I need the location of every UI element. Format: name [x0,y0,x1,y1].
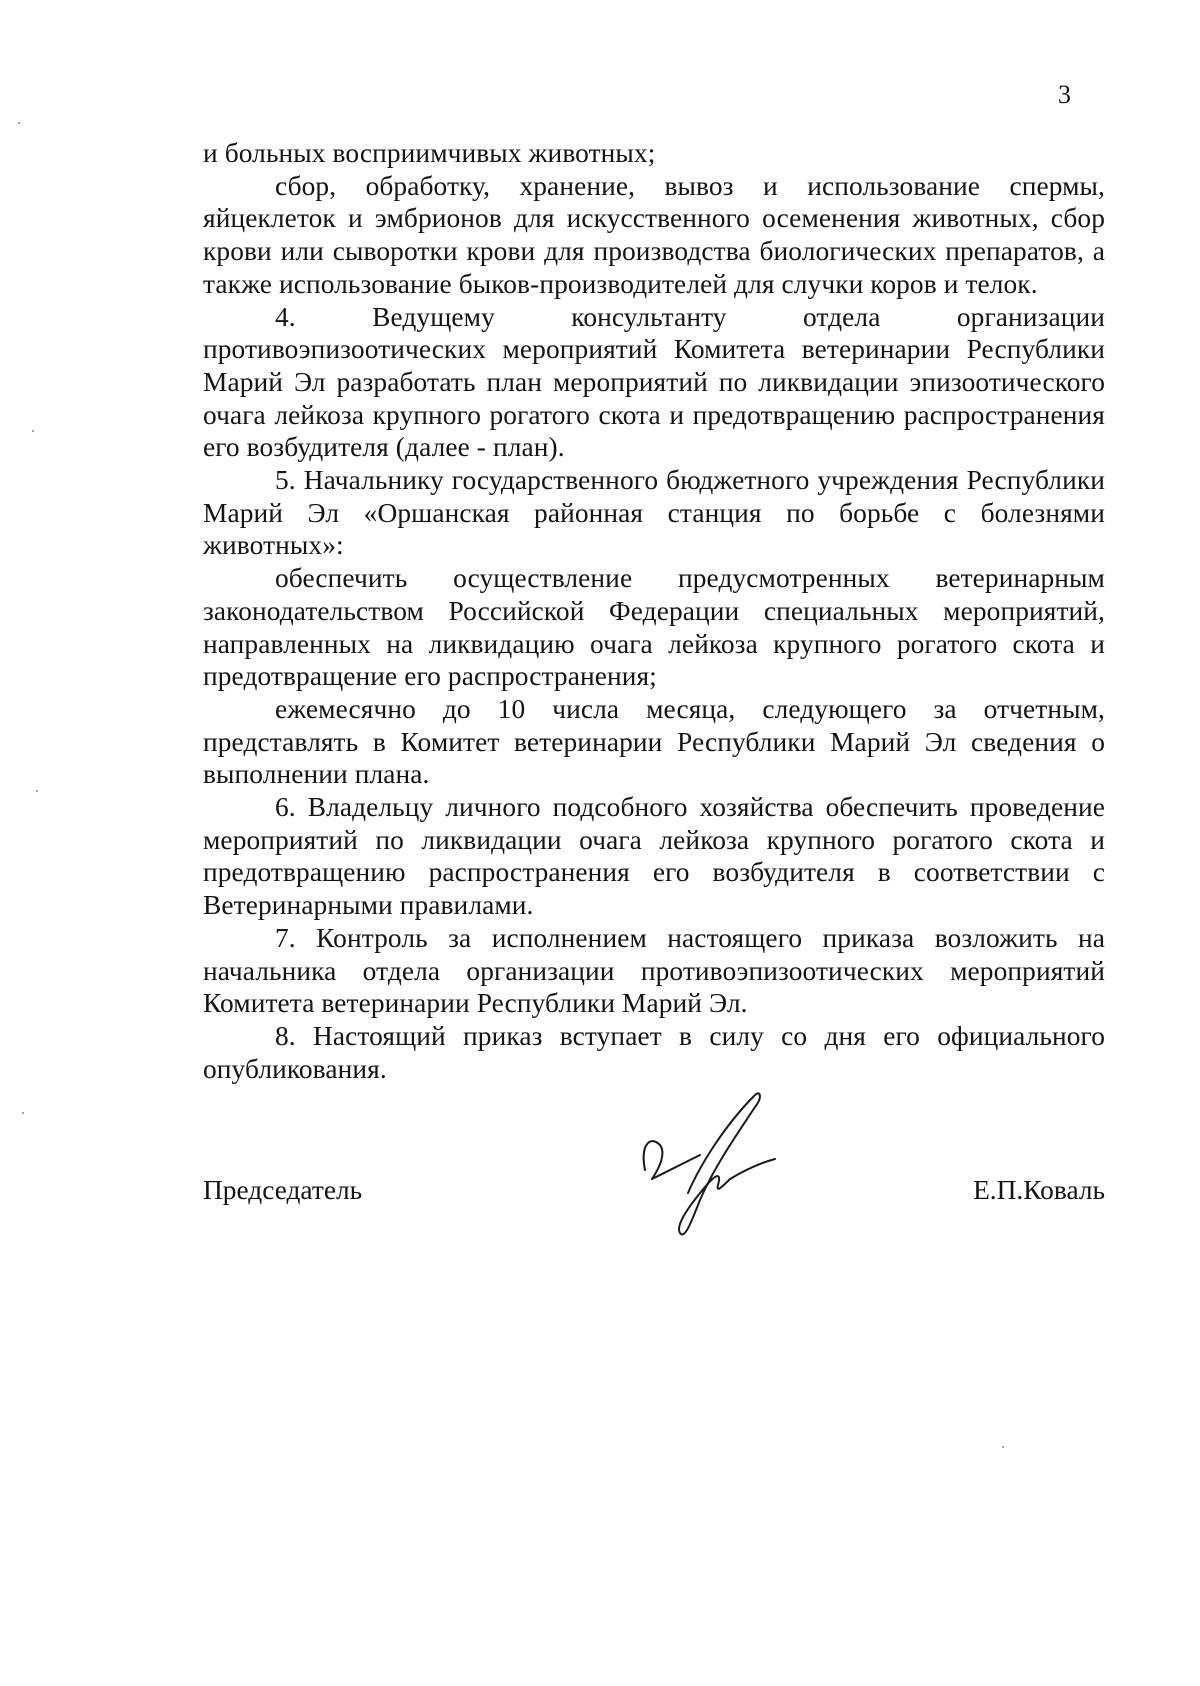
paragraph-item-5-ensure: обеспечить осуществление предусмотренных ветеринарным законодательством Российской Федерации специальных мероприятий, направленных на ликвидацию очага лейкоза крупного рогатого скота и предотвращение его распространения; [203,563,1105,692]
scan-artifact [22,1112,24,1114]
scan-artifact [18,122,20,124]
scan-artifact [36,790,38,792]
paragraph-collection-of-sperm: сбор, обработку, хранение, вывоз и использование спермы, яйцеклеток и эмбрионов для искусственного осеменения животных, сбор крови или сыворотки крови для производства биологических препаратов, а также использование быков-производителей для случки коров и телок. [203,170,1105,299]
paragraph-item-6: 6. Владельцу личного подсобного хозяйства обеспечить проведение мероприятий по ликвидации очага лейкоза крупного рогатого скота и предотвращению распространения его возбудителя в соответствии с Ветеринарными правилами. [203,792,1105,921]
paragraph-item-4: 4. Ведущему консультанту отдела организации противоэпизоотических мероприятий Комитета ветеринарии Республики Марий Эл разработать план мероприятий по ликвидации эпизоотического очага лейкоза крупного рогатого скота и предотвращению распространения его возбудителя (далее - план). [203,301,1105,463]
document-body [203,137,1105,1085]
handwritten-signature [630,1075,800,1245]
paragraph-item-8: 8. Настоящий приказ вступает в силу со дня его официального опубликования. [203,1020,1105,1084]
scan-artifact [1002,1446,1004,1448]
scan-artifact [32,430,34,432]
signatory-name: Е.П.Коваль [973,1175,1105,1205]
paragraph-item-5-monthly: ежемесячно до 10 числа месяца, следующего за отчетным, представлять в Комитет ветеринарии Республики Марий Эл сведения о выполнении плана. [203,693,1105,790]
paragraph-continuation: и больных восприимчивых животных; [203,138,656,168]
signatory-title: Председатель [203,1175,363,1205]
paragraph-item-5: 5. Начальнику государственного бюджетного учреждения Республики Марий Эл «Оршанская районная станция по борьбе с болезнями животных»: [203,465,1105,561]
paragraph-item-7: 7. Контроль за исполнением настоящего приказа возложить на начальника отдела организации противоэпизоотических мероприятий Комитета ветеринарии Республики Марий Эл. [203,922,1105,1019]
signature-block [203,1164,1105,1204]
page-number: 3 [1058,80,1071,109]
